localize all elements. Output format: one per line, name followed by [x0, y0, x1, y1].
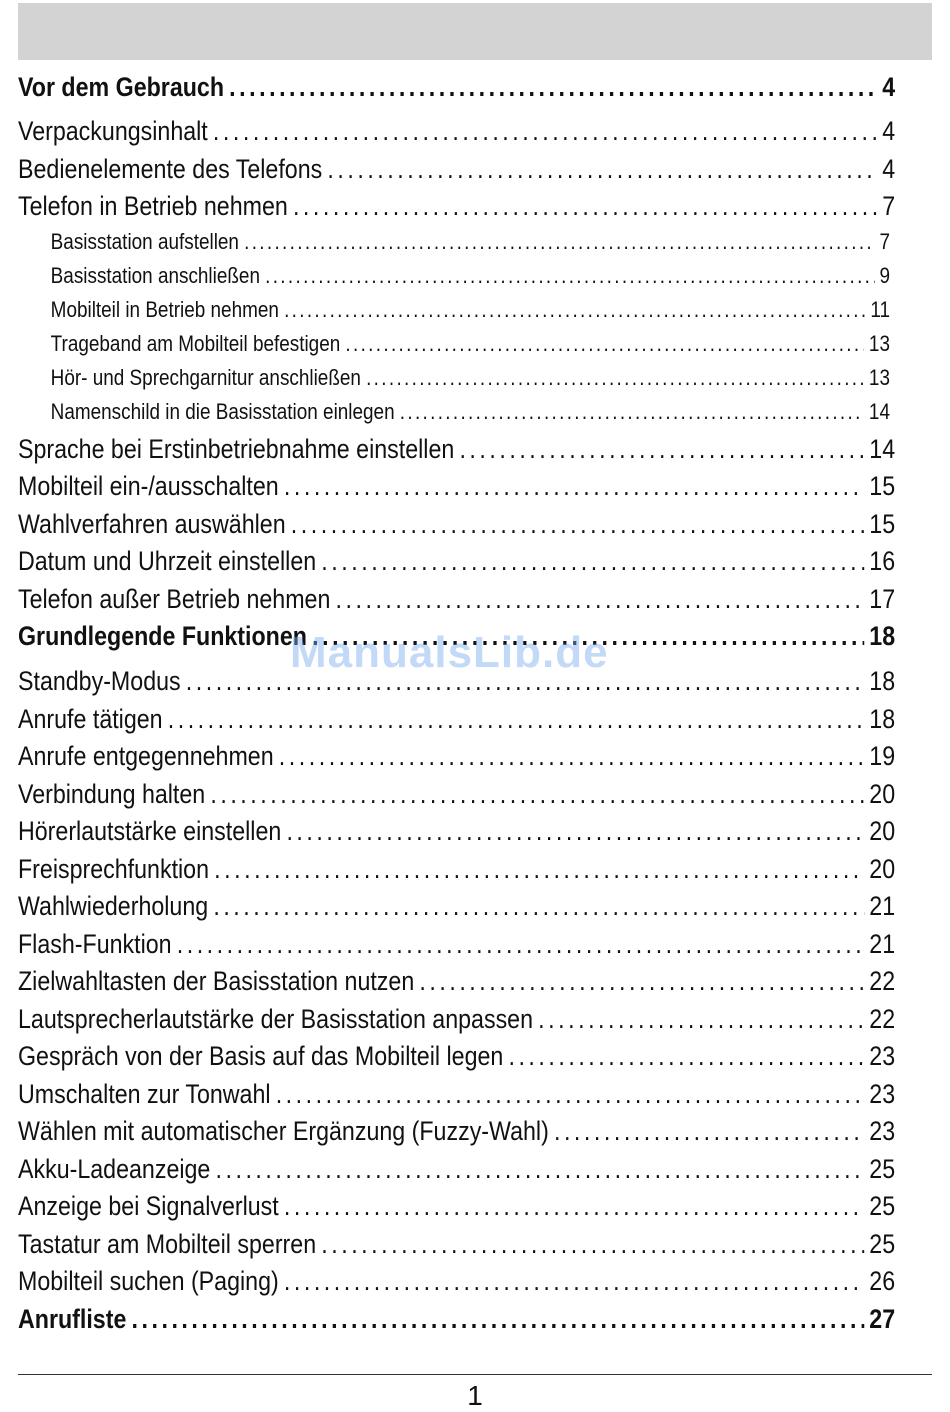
dot-leader	[279, 741, 864, 772]
toc-entry-title: Anrufe tätigen	[18, 703, 163, 734]
dot-leader	[400, 399, 864, 425]
toc-entry[interactable]	[18, 1079, 895, 1117]
dot-leader	[345, 331, 863, 357]
toc-entry-page: 4	[882, 72, 896, 102]
toc-entry-title: Mobilteil suchen (Paging)	[18, 1266, 279, 1297]
toc-entry-title: Anzeige bei Signalverlust	[18, 1191, 279, 1222]
dot-leader	[291, 509, 864, 540]
watermark: ManualsLib.de	[290, 628, 609, 677]
toc-entry[interactable]	[18, 891, 895, 929]
toc-subentry[interactable]	[18, 263, 890, 297]
toc-entry[interactable]	[18, 116, 895, 154]
toc-entry-page: 13	[868, 331, 890, 357]
toc-entry-title: Grundlegende Funktionen	[18, 621, 307, 652]
toc-entry[interactable]	[18, 816, 895, 854]
toc-entry-page: 22	[869, 1003, 896, 1034]
header-bar	[18, 3, 932, 60]
toc-entry-title: Trageband am Mobilteil befestigen	[50, 331, 341, 357]
toc-entry-title: Flash-Funktion	[18, 928, 172, 959]
toc-entry-title: Basisstation aufstellen	[50, 228, 239, 254]
dot-leader	[214, 854, 864, 885]
toc-entry-title: Hörerlautstärke einstellen	[18, 816, 282, 847]
dot-leader	[284, 1191, 864, 1222]
dot-leader	[293, 191, 877, 222]
dot-leader	[327, 154, 877, 185]
toc-entry-page: 23	[869, 1041, 896, 1072]
toc-entry[interactable]	[18, 741, 895, 779]
toc-entry[interactable]	[18, 704, 895, 742]
dot-leader	[265, 263, 874, 289]
toc-entry-title: Basisstation anschließen	[50, 262, 260, 288]
toc-entry-page: 27	[869, 1303, 896, 1334]
toc-entry[interactable]	[18, 929, 895, 967]
dot-leader	[213, 891, 864, 922]
toc-entry-page: 18	[869, 621, 896, 652]
dot-leader	[284, 1266, 864, 1297]
toc-entry[interactable]	[18, 434, 895, 472]
toc-entry-page: 26	[869, 1266, 896, 1297]
toc-entry-page: 25	[869, 1191, 896, 1222]
toc-subentry[interactable]	[18, 229, 890, 263]
toc-entry[interactable]	[18, 1004, 895, 1042]
toc-entry-page: 13	[868, 365, 890, 391]
toc-entry[interactable]	[18, 191, 895, 229]
toc-entry-page: 23	[869, 1078, 896, 1109]
toc-entry-title: Wählen mit automatischer Ergänzung (Fuzzy-Wahl)	[18, 1116, 549, 1147]
toc-entry[interactable]	[18, 584, 895, 622]
dot-leader	[286, 816, 864, 847]
toc-entry[interactable]	[18, 966, 895, 1004]
toc-entry-title: Vor dem Gebrauch	[18, 72, 225, 102]
dot-leader	[538, 1004, 864, 1035]
dot-leader	[554, 1116, 864, 1147]
toc-entry-title: Wahlwiederholung	[18, 891, 209, 922]
toc-entry-title: Sprache bei Erstinbetriebnahme einstellen	[18, 433, 455, 464]
toc-entry-title: Umschalten zur Tonwahl	[18, 1078, 271, 1109]
toc-entry[interactable]	[18, 1041, 895, 1079]
toc-entry-page: 16	[869, 546, 896, 577]
toc-entry[interactable]	[18, 154, 895, 192]
page-number: 1	[467, 1380, 483, 1411]
toc-entry-title: Akku-Ladeanzeige	[18, 1153, 211, 1184]
dot-leader	[132, 1304, 865, 1335]
toc-entry-page: 18	[869, 703, 896, 734]
toc-entry-page: 7	[879, 228, 890, 254]
toc-entry-page: 22	[869, 966, 896, 997]
toc-entry-title: Anrufe entgegennehmen	[18, 741, 274, 772]
dot-leader	[229, 72, 877, 103]
toc-subentry[interactable]	[18, 331, 890, 365]
toc-subentry[interactable]	[18, 365, 890, 399]
toc-entry[interactable]	[18, 1266, 895, 1304]
toc-section-heading[interactable]	[18, 1304, 895, 1349]
toc-entry-title: Lautsprecherlautstärke der Basisstation anpassen	[18, 1003, 534, 1034]
toc-entry-page: 7	[882, 191, 896, 221]
toc-entry[interactable]	[18, 546, 895, 584]
toc-entry-page: 15	[869, 508, 896, 539]
toc-entry-title: Freisprechfunktion	[18, 853, 210, 884]
toc-entry-page: 20	[869, 778, 896, 809]
toc-entry-title: Gespräch von der Basis auf das Mobilteil legen	[18, 1041, 504, 1072]
toc-entry[interactable]	[18, 509, 895, 547]
toc-section-heading[interactable]	[18, 72, 895, 116]
dot-leader	[168, 704, 864, 735]
dot-leader	[321, 546, 864, 577]
toc-entry[interactable]	[18, 854, 895, 892]
table-of-contents	[18, 72, 895, 1349]
toc-entry[interactable]	[18, 471, 895, 509]
dot-leader	[321, 1229, 864, 1260]
toc-entry-page: 14	[868, 399, 890, 425]
toc-entry-page: 11	[870, 296, 890, 322]
dot-leader	[216, 1154, 865, 1185]
dot-leader	[177, 929, 864, 960]
footer-divider	[18, 1374, 932, 1375]
toc-entry[interactable]	[18, 1116, 895, 1154]
toc-entry-page: 17	[869, 583, 896, 614]
toc-entry-title: Standby-Modus	[18, 666, 181, 697]
toc-entry-title: Verpackungsinhalt	[18, 116, 208, 146]
toc-entry-page: 20	[869, 853, 896, 884]
toc-entry-page: 18	[869, 666, 896, 697]
toc-entry[interactable]	[18, 1191, 895, 1229]
toc-entry-page: 25	[869, 1153, 896, 1184]
toc-entry-title: Tastatur am Mobilteil sperren	[18, 1228, 317, 1259]
toc-entry-page: 4	[882, 153, 896, 184]
dot-leader	[244, 229, 874, 255]
dot-leader	[459, 434, 864, 465]
toc-entry-title: Hör- und Sprechgarnitur anschließen	[50, 365, 361, 391]
toc-entry-page: 4	[882, 116, 896, 146]
toc-entry-title: Datum und Uhrzeit einstellen	[18, 546, 317, 577]
toc-entry-page: 15	[869, 471, 896, 502]
toc-entry-page: 21	[869, 928, 896, 959]
toc-entry-page: 25	[869, 1228, 896, 1259]
dot-leader	[276, 1079, 864, 1110]
dot-leader	[210, 779, 864, 810]
dot-leader	[336, 584, 865, 615]
toc-entry-title: Mobilteil ein-/ausschalten	[18, 471, 279, 502]
toc-entry[interactable]	[18, 1154, 895, 1192]
toc-entry-page: 9	[879, 262, 890, 288]
dot-leader	[366, 365, 864, 391]
toc-subentry[interactable]	[18, 297, 890, 331]
toc-entry-title: Verbindung halten	[18, 778, 206, 809]
toc-entry-title: Wahlverfahren auswählen	[18, 508, 286, 539]
toc-entry-title: Anrufliste	[18, 1303, 127, 1334]
toc-entry-page: 19	[869, 741, 896, 772]
toc-entry-title: Telefon in Betrieb nehmen	[18, 191, 288, 221]
toc-entry-page: 23	[869, 1116, 896, 1147]
dot-leader	[508, 1041, 864, 1072]
toc-entry-title: Bedienelemente des Telefons	[18, 153, 323, 184]
dot-leader	[213, 116, 877, 147]
toc-entry-page: 20	[869, 816, 896, 847]
toc-entry-title: Namenschild in die Basisstation einlegen	[50, 399, 395, 425]
toc-entry-title: Mobilteil in Betrieb nehmen	[50, 296, 279, 322]
toc-entry[interactable]	[18, 1229, 895, 1267]
dot-leader	[284, 297, 865, 323]
dot-leader	[419, 966, 864, 997]
toc-entry-page: 14	[869, 433, 896, 464]
toc-entry[interactable]	[18, 779, 895, 817]
dot-leader	[284, 471, 864, 502]
toc-subentry[interactable]	[18, 399, 890, 433]
toc-entry-title: Telefon außer Betrieb nehmen	[18, 583, 331, 614]
toc-entry-page: 21	[869, 891, 896, 922]
toc-entry-title: Zielwahltasten der Basisstation nutzen	[18, 966, 415, 997]
